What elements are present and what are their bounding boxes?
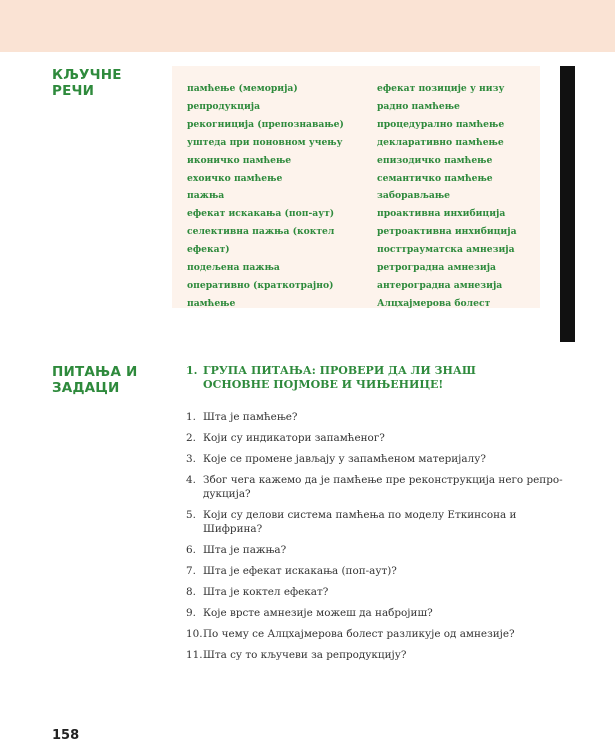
key-term: декларативно памћење (377, 136, 504, 148)
question-number: 1. (186, 411, 196, 423)
key-terms-heading (52, 67, 122, 99)
question-text: Које врсте амнезије можеш да набројиш? (203, 607, 433, 619)
question-item (186, 410, 566, 424)
question-number: 2. (186, 432, 196, 444)
page-edge-bar (560, 66, 575, 342)
question-text: Шта је пажња? (203, 544, 287, 556)
question-item (186, 606, 566, 620)
key-terms-heading-line: КЉУЧНЕ (52, 67, 122, 83)
question-number: 9. (186, 607, 196, 619)
question-text: Шта је ефекат искакања (поп-аут)? (203, 565, 397, 577)
question-item (186, 452, 566, 466)
question-group-number: 1. (186, 364, 198, 377)
question-item (186, 473, 566, 501)
question-text: Које се промене јављају у запамћеном материјалу? (203, 453, 486, 465)
question-group-title-line: ГРУПА ПИТАЊА: ПРОВЕРИ ДА ЛИ ЗНАШ (203, 364, 476, 377)
question-text: Који су индикатори запамћеног? (203, 432, 385, 444)
question-text: Шта је памћење? (203, 411, 298, 423)
question-number: 6. (186, 544, 196, 556)
questions-heading-line: ПИТАЊА И (52, 364, 138, 380)
key-terms-right-column (377, 80, 537, 313)
key-term: ефекат искакања (поп-аут) (187, 208, 335, 220)
key-term: заборављање (377, 190, 451, 202)
question-number: 5. (186, 509, 196, 521)
key-term: ретроактивна инхибиција (377, 226, 517, 238)
questions-heading (52, 364, 138, 396)
key-term: памћење (меморија) (187, 83, 298, 94)
key-term: епизодичко памћење (377, 154, 493, 166)
key-term: радно памћење (377, 100, 460, 112)
question-item (186, 585, 566, 599)
question-number: 11. (186, 649, 203, 661)
question-text: Који су делови система памћења по моделу Еткинсона и Шифрина? (203, 509, 517, 535)
key-term: ехоичко памћење (187, 172, 283, 184)
question-item (186, 543, 566, 557)
question-number: 4. (186, 474, 196, 486)
key-term: рекогниција (препознавање) (187, 118, 344, 130)
key-term: оперативно (краткотрајно) (187, 279, 334, 291)
question-item (186, 431, 566, 445)
question-item (186, 564, 566, 578)
key-terms-heading-line: РЕЧИ (52, 83, 95, 99)
key-term: ефекат позиције у низу (377, 83, 505, 94)
question-text: Због чега кажемо да је памћење пре реконструкција него репро-дукција? (203, 474, 563, 500)
key-term: ефекат) (187, 244, 230, 256)
key-term: посттрауматска амнезија (377, 244, 515, 256)
question-list (186, 410, 566, 669)
key-term: проактивна инхибиција (377, 208, 506, 220)
question-item (186, 508, 566, 536)
key-term: антероградна амнезија (377, 279, 503, 291)
question-group-title-line: ОСНОВНЕ ПОЈМОВЕ И ЧИЊЕНИЦЕ! (203, 378, 444, 391)
question-number: 10. (186, 628, 203, 640)
question-number: 3. (186, 453, 196, 465)
question-text: Шта су то кључеви за репродукцију? (203, 649, 407, 661)
question-item (186, 627, 566, 641)
key-term: подељена пажња (187, 262, 280, 274)
question-text: Шта је коктел ефекат? (203, 586, 329, 598)
key-terms-left-column (187, 80, 357, 313)
top-color-band (0, 0, 615, 52)
key-term: процедурално памћење (377, 118, 505, 130)
key-term: репродукција (187, 100, 261, 112)
questions-heading-line: ЗАДАЦИ (52, 380, 120, 396)
key-term: иконичко памћење (187, 154, 292, 166)
key-term: селективна пажња (коктел (187, 226, 335, 238)
key-term: семантичко памћење (377, 172, 493, 184)
key-term: уштеда при поновном учењу (187, 136, 343, 148)
question-text: По чему се Алцхајмерова болест разликује од амнезије? (203, 628, 515, 640)
question-item (186, 648, 566, 662)
key-term: Алцхајмерова болест (377, 297, 491, 309)
question-number: 8. (186, 586, 196, 598)
key-term: памћење (187, 297, 236, 309)
question-number: 7. (186, 565, 196, 577)
page-number: 158 (52, 728, 80, 743)
key-term: ретроградна амнезија (377, 262, 496, 274)
key-term: пажња (187, 190, 225, 202)
